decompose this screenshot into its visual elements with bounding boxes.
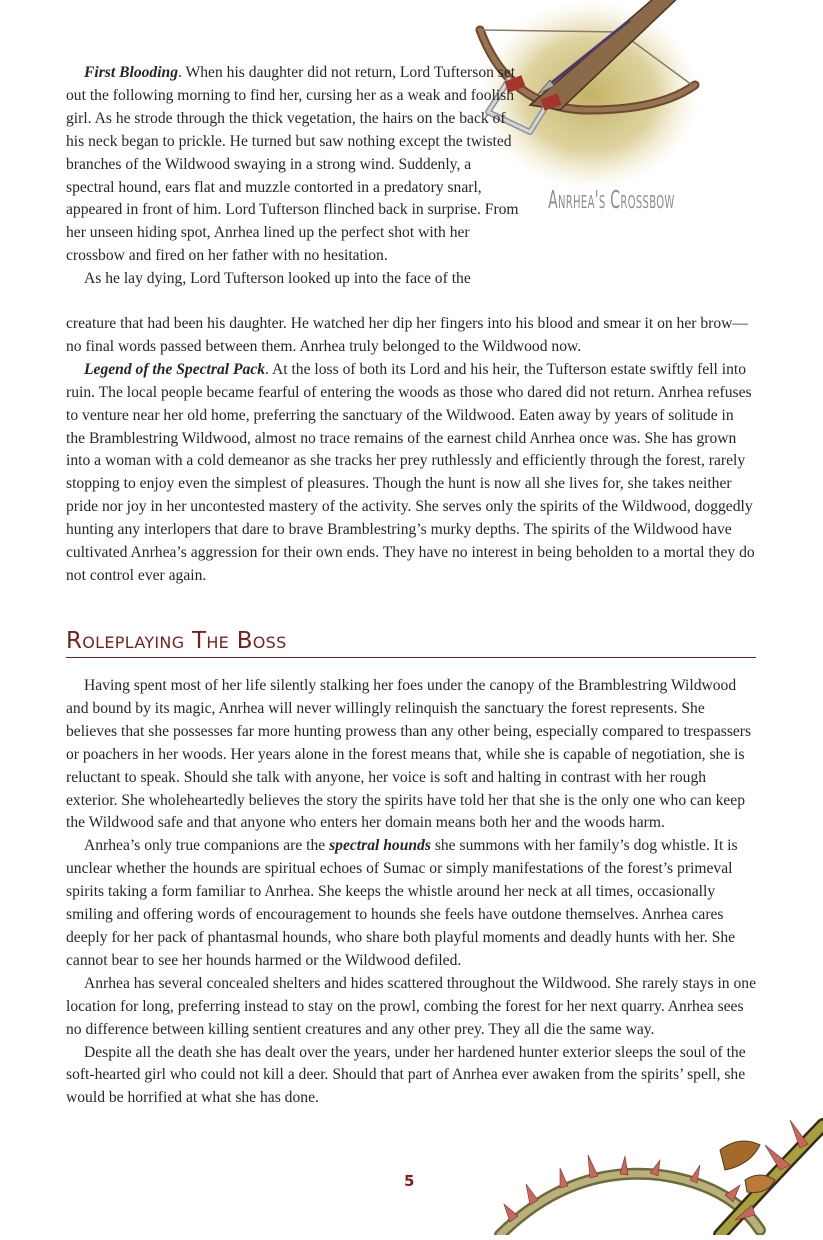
paragraph-text: . When his daughter did not return, Lord Tufterson set out the following morning to find her, cursing her as a weak and foolish girl. As he strode through the thick vegetation, the hairs on the back of his neck began to prickle. He turned but saw nothing except the twisted branches of the Wildwood swaying in a strong wind. Suddenly, a spectral hound, ears flat and muzzle contorted in a predatory snarl, appeared in front of him. Lord Tufterson flinched back in surprise. From her unseen hiding spot, Anrhea lined up the perfect shot with her crossbow and fired on her father with no hesitation. bbox=[66, 64, 519, 265]
paragraph-roleplay-3: Anrhea has several concealed shelters and hides scattered throughout the Wildwood. She rarely stays in one location for long, preferring instead to stay on the prowl, combing the forest for her next quarry. Anrhea sees no difference between killing sentient creatures and any other prey. They all die the same way. bbox=[66, 974, 757, 1038]
paragraph-lead: Legend of the Spectral Pack bbox=[84, 360, 266, 378]
emphasis-spectral-hounds: spectral hounds bbox=[329, 837, 431, 855]
section-heading-text: Roleplaying The Boss bbox=[66, 628, 287, 654]
thorn-vine-decoration-icon bbox=[490, 1110, 823, 1240]
paragraph-lead: First Blooding bbox=[84, 64, 179, 81]
paragraph-roleplay-1: Having spent most of her life silently stalking her foes under the canopy of the Bramblestring Wildwood and bound by its magic, Anrhea will never willingly relinquish the sanctuary the forest represents. She believes that she possesses far more hunting prowess than any other being, especially compared to trespassers or poachers in her woods. Her years alone in the forest means that, while she is capable of negotiation, she is reluctant to speak. Should she talk with anyone, her voice is soft and halting in contrast with her rough exterior. She wholeheartedly believes the story the spirits have told her that she is the only one who can keep the Wildwood safe and that anyone who enters her domain means both her and the woods harm. bbox=[66, 677, 752, 832]
paragraph-dying-line1 bbox=[66, 268, 522, 291]
section-heading bbox=[66, 628, 756, 658]
paragraph-first-blooding bbox=[66, 62, 522, 268]
paragraph-dying-rest: creature that had been his daughter. He watched her dip her fingers into his blood and smear it on her brow—no final words passed between them. Anrhea truly belonged to the Wildwood now. bbox=[66, 315, 749, 355]
paragraph-text: Anrhea’s only true companions are the bbox=[84, 837, 330, 855]
paragraph-roleplay-2 bbox=[66, 835, 756, 972]
first-blooding-section bbox=[66, 62, 522, 291]
legend-section bbox=[66, 313, 756, 588]
paragraph-legend bbox=[66, 359, 756, 588]
page-number: 5 bbox=[404, 1172, 415, 1190]
paragraph-text: As he lay dying, Lord Tufterson looked up into the face of the bbox=[84, 270, 471, 288]
roleplaying-section bbox=[66, 675, 756, 1110]
paragraph-roleplay-4: Despite all the death she has dealt over the years, under her hardened hunter exterior sleeps the soul of the soft-hearted girl who could not kill a deer. Should that part of Anrhea ever awaken from the spirits’ spell, she would be horrified at what she has done. bbox=[66, 1043, 746, 1107]
figure-caption: Anrhea's Crossbow bbox=[548, 185, 675, 214]
paragraph-text: . At the loss of both its Lord and his heir, the Tufterson estate swiftly fell into ruin. The local people became fearful of entering the woods as those who dared did not return. Anrhea refuses to venture near her old home, preferring the sanctuary of the Wildwood. Eaten away by years of solitude in the Bramblestring Wildwood, almost no trace remains of the earnest child Anrhea once was. She has grown into a woman with a cold demeanor as she tracks her prey ruthlessly and efficiently through the forest, rarely stopping to enjoy even the simplest of pleasures. Though the hunt is now all she lives for, she takes neither pride nor joy in her uncontested mastery of the activity. She serves only the spirits of the Wildwood, doggedly hunting any interlopers that dare to brave Bramblestring’s murky depths. The spirits of the Wildwood have cultivated Anrhea’s aggression for their own ends. They have no interest in being beholden to a mortal they do not control ever again. bbox=[66, 360, 755, 584]
paragraph-text: she summons with her family’s dog whistle. It is unclear whether the hounds are spiritual echoes of Sumac or simply manifestations of the forest’s primeval spirits taking a form familiar to Anrhea. She keeps the whistle around her neck at all times, occasionally smiling and offering words of encouragement to hounds she feels have outdone themselves. Anrhea cares deeply for her pack of phantasmal hounds, who share both playful moments and deadly hunts with her. She cannot bear to see her hounds harmed or the Wildwood defiled. bbox=[66, 837, 738, 969]
